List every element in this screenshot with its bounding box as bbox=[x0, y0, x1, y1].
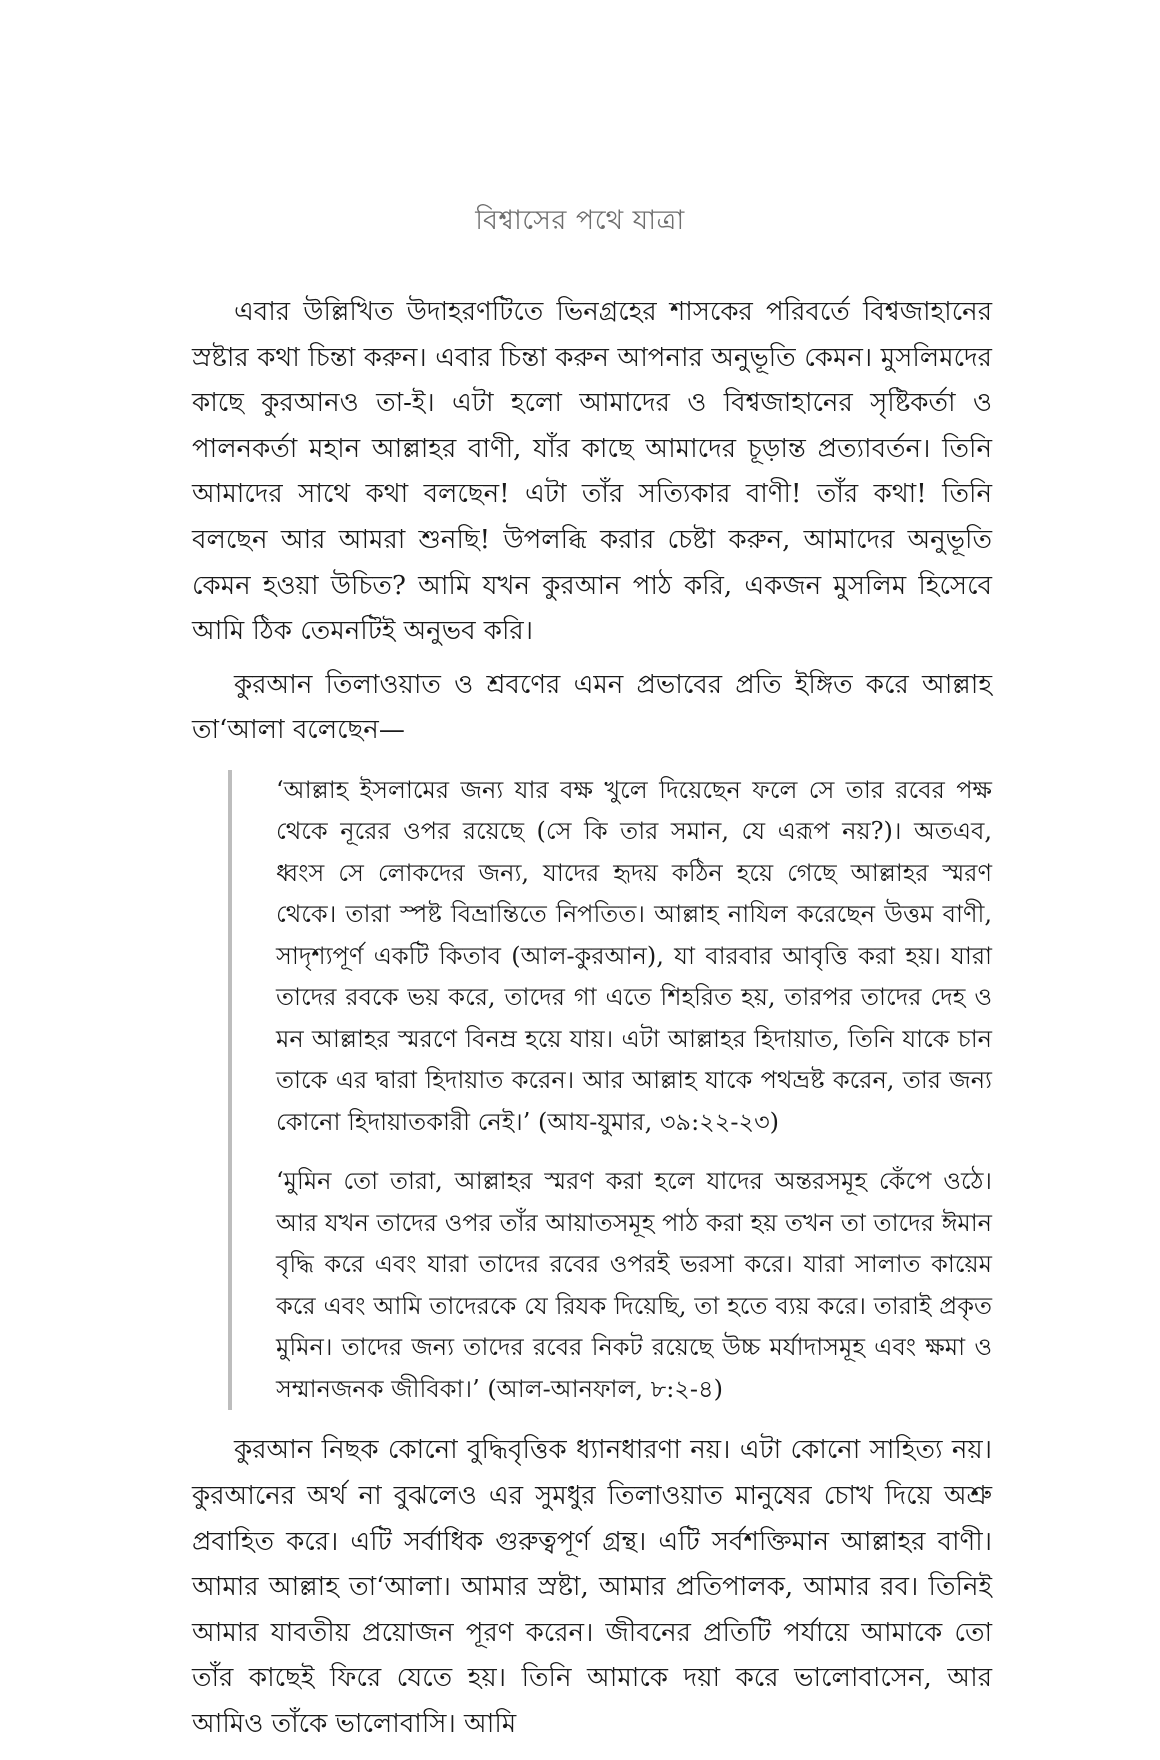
quote-block bbox=[228, 770, 992, 1411]
body-text bbox=[192, 290, 992, 1748]
quote-az-zumar: ‘আল্লাহ ইসলামের জন্য যার বক্ষ খুলে দিয়েছেন ফলে সে তার রবের পক্ষ থেকে নূরের ওপর রয়েছে (সে কি তার সমান, যে এরূপ নয়?)। অতএব, ধ্বংস সে লোকদের জন্য, যাদের হৃদয় কঠিন হয়ে গেছে আল্লাহর স্মরণ থেকে। তারা স্পষ্ট বিভ্রান্তিতে নিপতিত। আল্লাহ নাযিল করেছেন উত্তম বাণী, সাদৃশ্যপূর্ণ একটি কিতাব (আল-কুরআন), যা বারবার আবৃত্তি করা হয়। যারা তাদের রবকে ভয় করে, তাদের গা এতে শিহরিত হয়, তারপর তাদের দেহ ও মন আল্লাহর স্মরণে বিনম্র হয়ে যায়। এটা আল্লাহর হিদায়াত, তিনি যাকে চান তাকে এর দ্বারা হিদায়াত করেন। আর আল্লাহ যাকে পথভ্রষ্ট করেন, তার জন্য কোনো হিদায়াতকারী নেই।’ (আয-যুমার, ৩৯:২২-২৩) bbox=[276, 775, 992, 1136]
paragraph-quote-lead: কুরআন তিলাওয়াত ও শ্রবণের এমন প্রভাবের প্রতি ইঙ্গিত করে আল্লাহ তা‘আলা বলেছেন— bbox=[192, 669, 992, 746]
quote-al-anfal: ‘মুমিন তো তারা, আল্লাহর স্মরণ করা হলে যাদের অন্তরসমূহ কেঁপে ওঠে। আর যখন তাদের ওপর তাঁর আয়াতসমূহ পাঠ করা হয় তখন তা তাদের ঈমান বৃদ্ধি করে এবং যারা তাদের রবের ওপরই ভরসা করে। যারা সালাত কায়েম করে এবং আমি তাদেরকে যে রিযক দিয়েছি, তা হতে ব্যয় করে। তারাই প্রকৃত মুমিন। তাদের জন্য তাদের রবের নিকট রয়েছে উচ্চ মর্যাদাসমূহ এবং ক্ষমা ও সম্মানজনক জীবিকা।’ (আল-আনফাল, ৮:২-৪) bbox=[276, 1167, 992, 1403]
running-head: বিশ্বাসের পথে যাত্রা bbox=[475, 205, 685, 236]
paragraph-closing: কুরআন নিছক কোনো বুদ্ধিবৃত্তিক ধ্যানধারণা নয়। এটা কোনো সাহিত্য নয়। কুরআনের অর্থ না বুঝলেও এর সুমধুর তিলাওয়াত মানুষের চোখ দিয়ে অশ্রু প্রবাহিত করে। এটি সর্বাধিক গুরুত্বপূর্ণ গ্রন্থ। এটি সর্বশক্তিমান আল্লাহর বাণী। আমার আল্লাহ তা‘আলা। আমার স্রষ্টা, আমার প্রতিপালক, আমার রব। তিনিই আমার যাবতীয় প্রয়োজন পূরণ করেন। জীবনের প্রতিটি পর্যায়ে আমাকে তো তাঁর কাছেই ফিরে যেতে হয়। তিনি আমাকে দয়া করে ভালোবাসেন, আর আমিও তাঁকে ভালোবাসি। আমি bbox=[192, 1435, 992, 1739]
paragraph-intro: এবার উল্লিখিত উদাহরণটিতে ভিনগ্রহের শাসকের পরিবর্তে বিশ্বজাহানের স্রষ্টার কথা চিন্তা করুন। এবার চিন্তা করুন আপনার অনুভূতি কেমন। মুসলিমদের কাছে কুরআনও তা-ই। এটা হলো আমাদের ও বিশ্বজাহানের সৃষ্টিকর্তা ও পালনকর্তা মহান আল্লাহর বাণী, যাঁর কাছে আমাদের চূড়ান্ত প্রত্যাবর্তন। তিনি আমাদের সাথে কথা বলছেন! এটা তাঁর সত্যিকার বাণী! তাঁর কথা! তিনি বলছেন আর আমরা শুনছি! উপলব্ধি করার চেষ্টা করুন, আমাদের অনুভূতি কেমন হওয়া উচিত? আমি যখন কুরআন পাঠ করি, একজন মুসলিম হিসেবে আমি ঠিক তেমনটিই অনুভব করি। bbox=[192, 297, 992, 647]
